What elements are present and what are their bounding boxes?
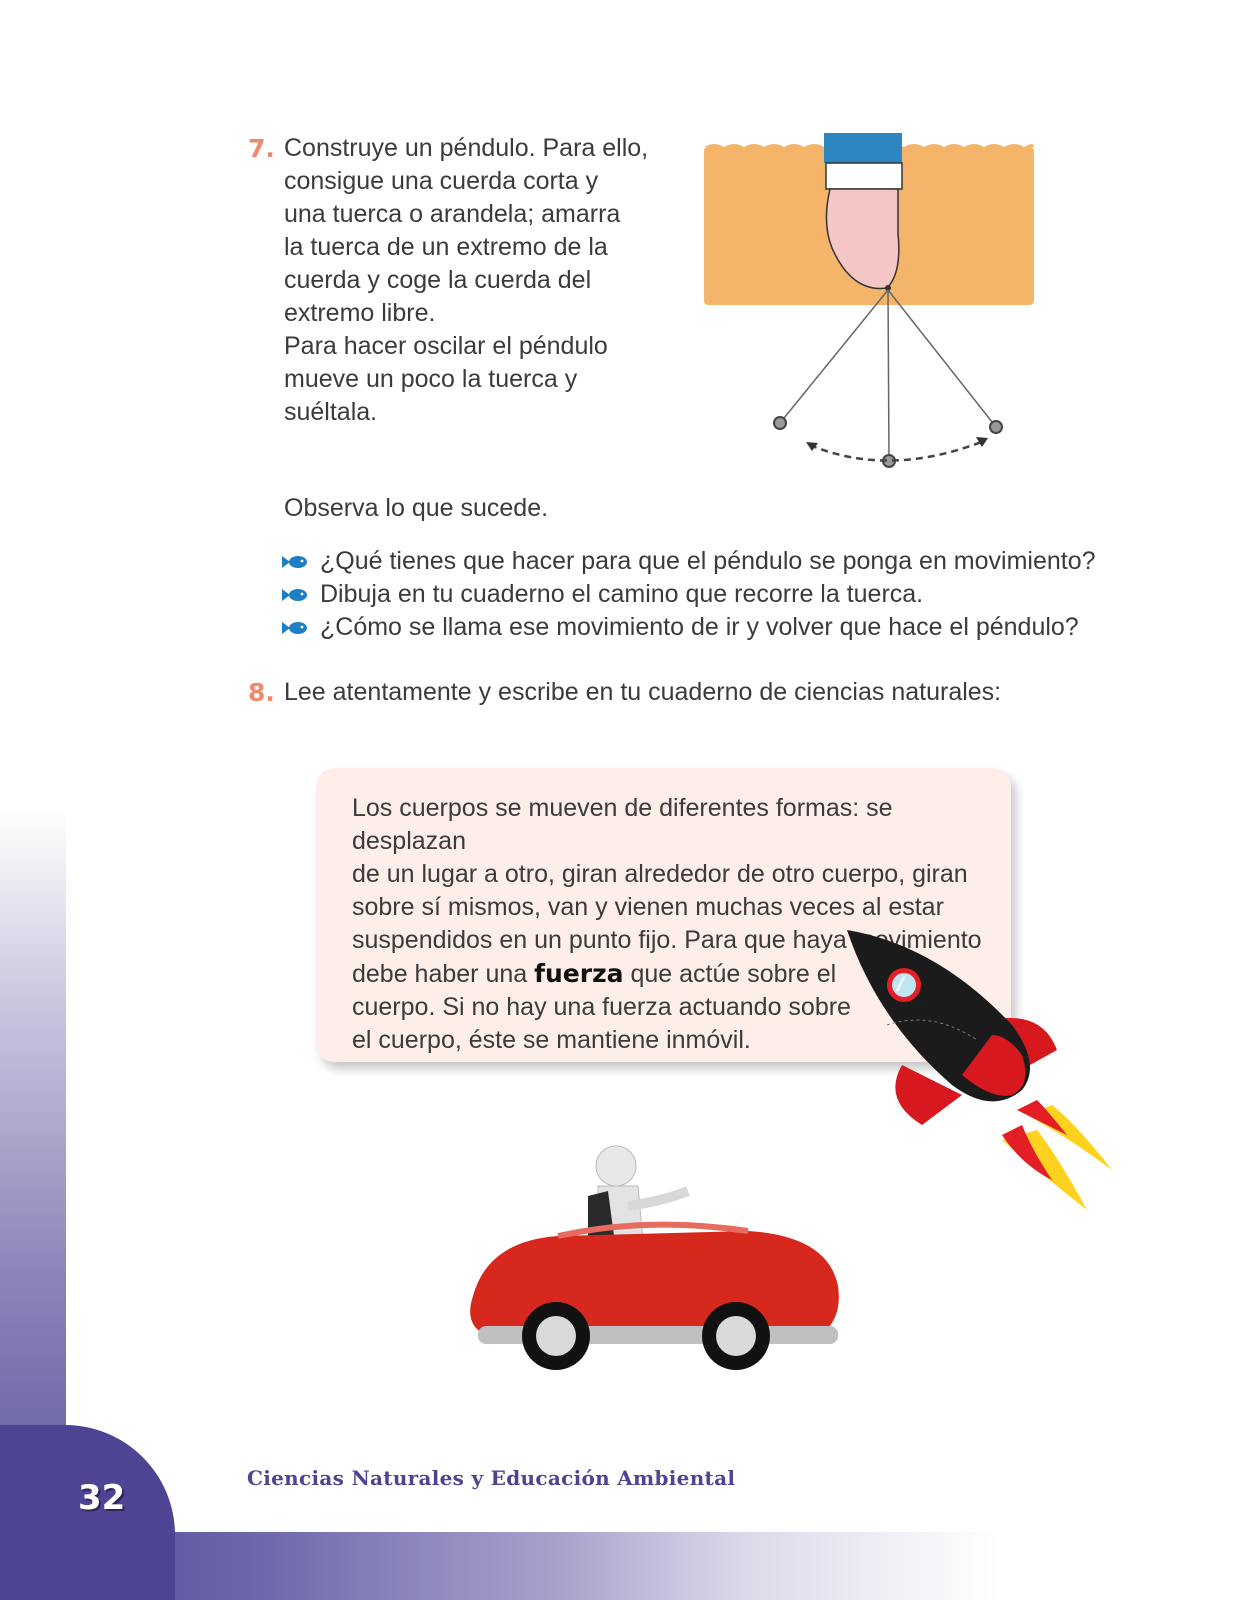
list-item [282, 611, 1096, 644]
observe-text: Observa lo que sucede. [284, 494, 549, 522]
activity-7-number: 7. [248, 134, 275, 163]
info-line-end: que actúe sobre el [623, 960, 837, 988]
info-line-start: debe haber una [352, 960, 535, 988]
info-line: suspendidos en un punto fijo. Para que haya movimiento [352, 926, 982, 954]
activity-8-number: 8. [248, 678, 275, 707]
nut-right [990, 421, 1002, 433]
activity-7-line: suéltala. [284, 398, 378, 426]
info-line: Los cuerpos se mueven de diferentes formas: se desplazan [352, 794, 893, 855]
page-number: 32 [78, 1478, 126, 1518]
shirt-cuff [826, 163, 902, 189]
fish-bullet-icon [282, 621, 308, 635]
activity-7-line: Construye un péndulo. Para ello, [284, 134, 649, 162]
activity-7-line: mueve un poco la tuerca y [284, 365, 578, 393]
question-text: ¿Cómo se llama ese movimiento de ir y volver que hace el péndulo? [320, 613, 1079, 641]
list-item [282, 578, 1096, 611]
activity-7-line: cuerda y coge la cuerda del [284, 266, 592, 294]
sleeve-cuff [824, 133, 902, 163]
activity-7-line: una tuerca o arandela; amarra [284, 200, 621, 228]
car-body [470, 1231, 839, 1336]
driver-head [596, 1146, 636, 1186]
info-line: cuerpo. Si no hay una fuerza actuando sobre [352, 993, 851, 1021]
info-line: de un lugar a otro, giran alrededor de otro cuerpo, giran [352, 860, 968, 888]
activity-8-text: Lee atentamente y escribe en tu cuaderno de ciencias naturales: [284, 678, 1002, 706]
nut-left [774, 417, 786, 429]
question-text: ¿Qué tienes que hacer para que el péndulo se ponga en movimiento? [320, 547, 1096, 575]
question-list [282, 545, 1096, 644]
rocket-illustration [842, 925, 1127, 1225]
bottom-decorative-band [0, 1532, 1248, 1600]
activity-7-line: consigue una cuerda corta y [284, 167, 599, 195]
info-line: el cuerpo, éste se mantiene inmóvil. [352, 1026, 751, 1054]
swing-path [810, 441, 984, 461]
activity-7-text [284, 132, 674, 429]
car-illustration [448, 1136, 880, 1413]
list-item [282, 545, 1096, 578]
activity-7-line: Para hacer oscilar el péndulo [284, 332, 608, 360]
question-text: Dibuja en tu cuaderno el camino que recorre la tuerca. [320, 580, 924, 608]
activity-7-line: la tuerca de un extremo de la [284, 233, 608, 261]
book-title: Ciencias Naturales y Educación Ambiental [247, 1466, 736, 1490]
keyword-fuerza: fuerza [534, 959, 624, 988]
activity-7-line: extremo libre. [284, 299, 436, 327]
fish-bullet-icon [282, 588, 308, 602]
info-line: sobre sí mismos, van y vienen muchas veces al estar [352, 893, 944, 921]
pendulum-illustration [702, 133, 1042, 483]
fish-bullet-icon [282, 555, 308, 569]
